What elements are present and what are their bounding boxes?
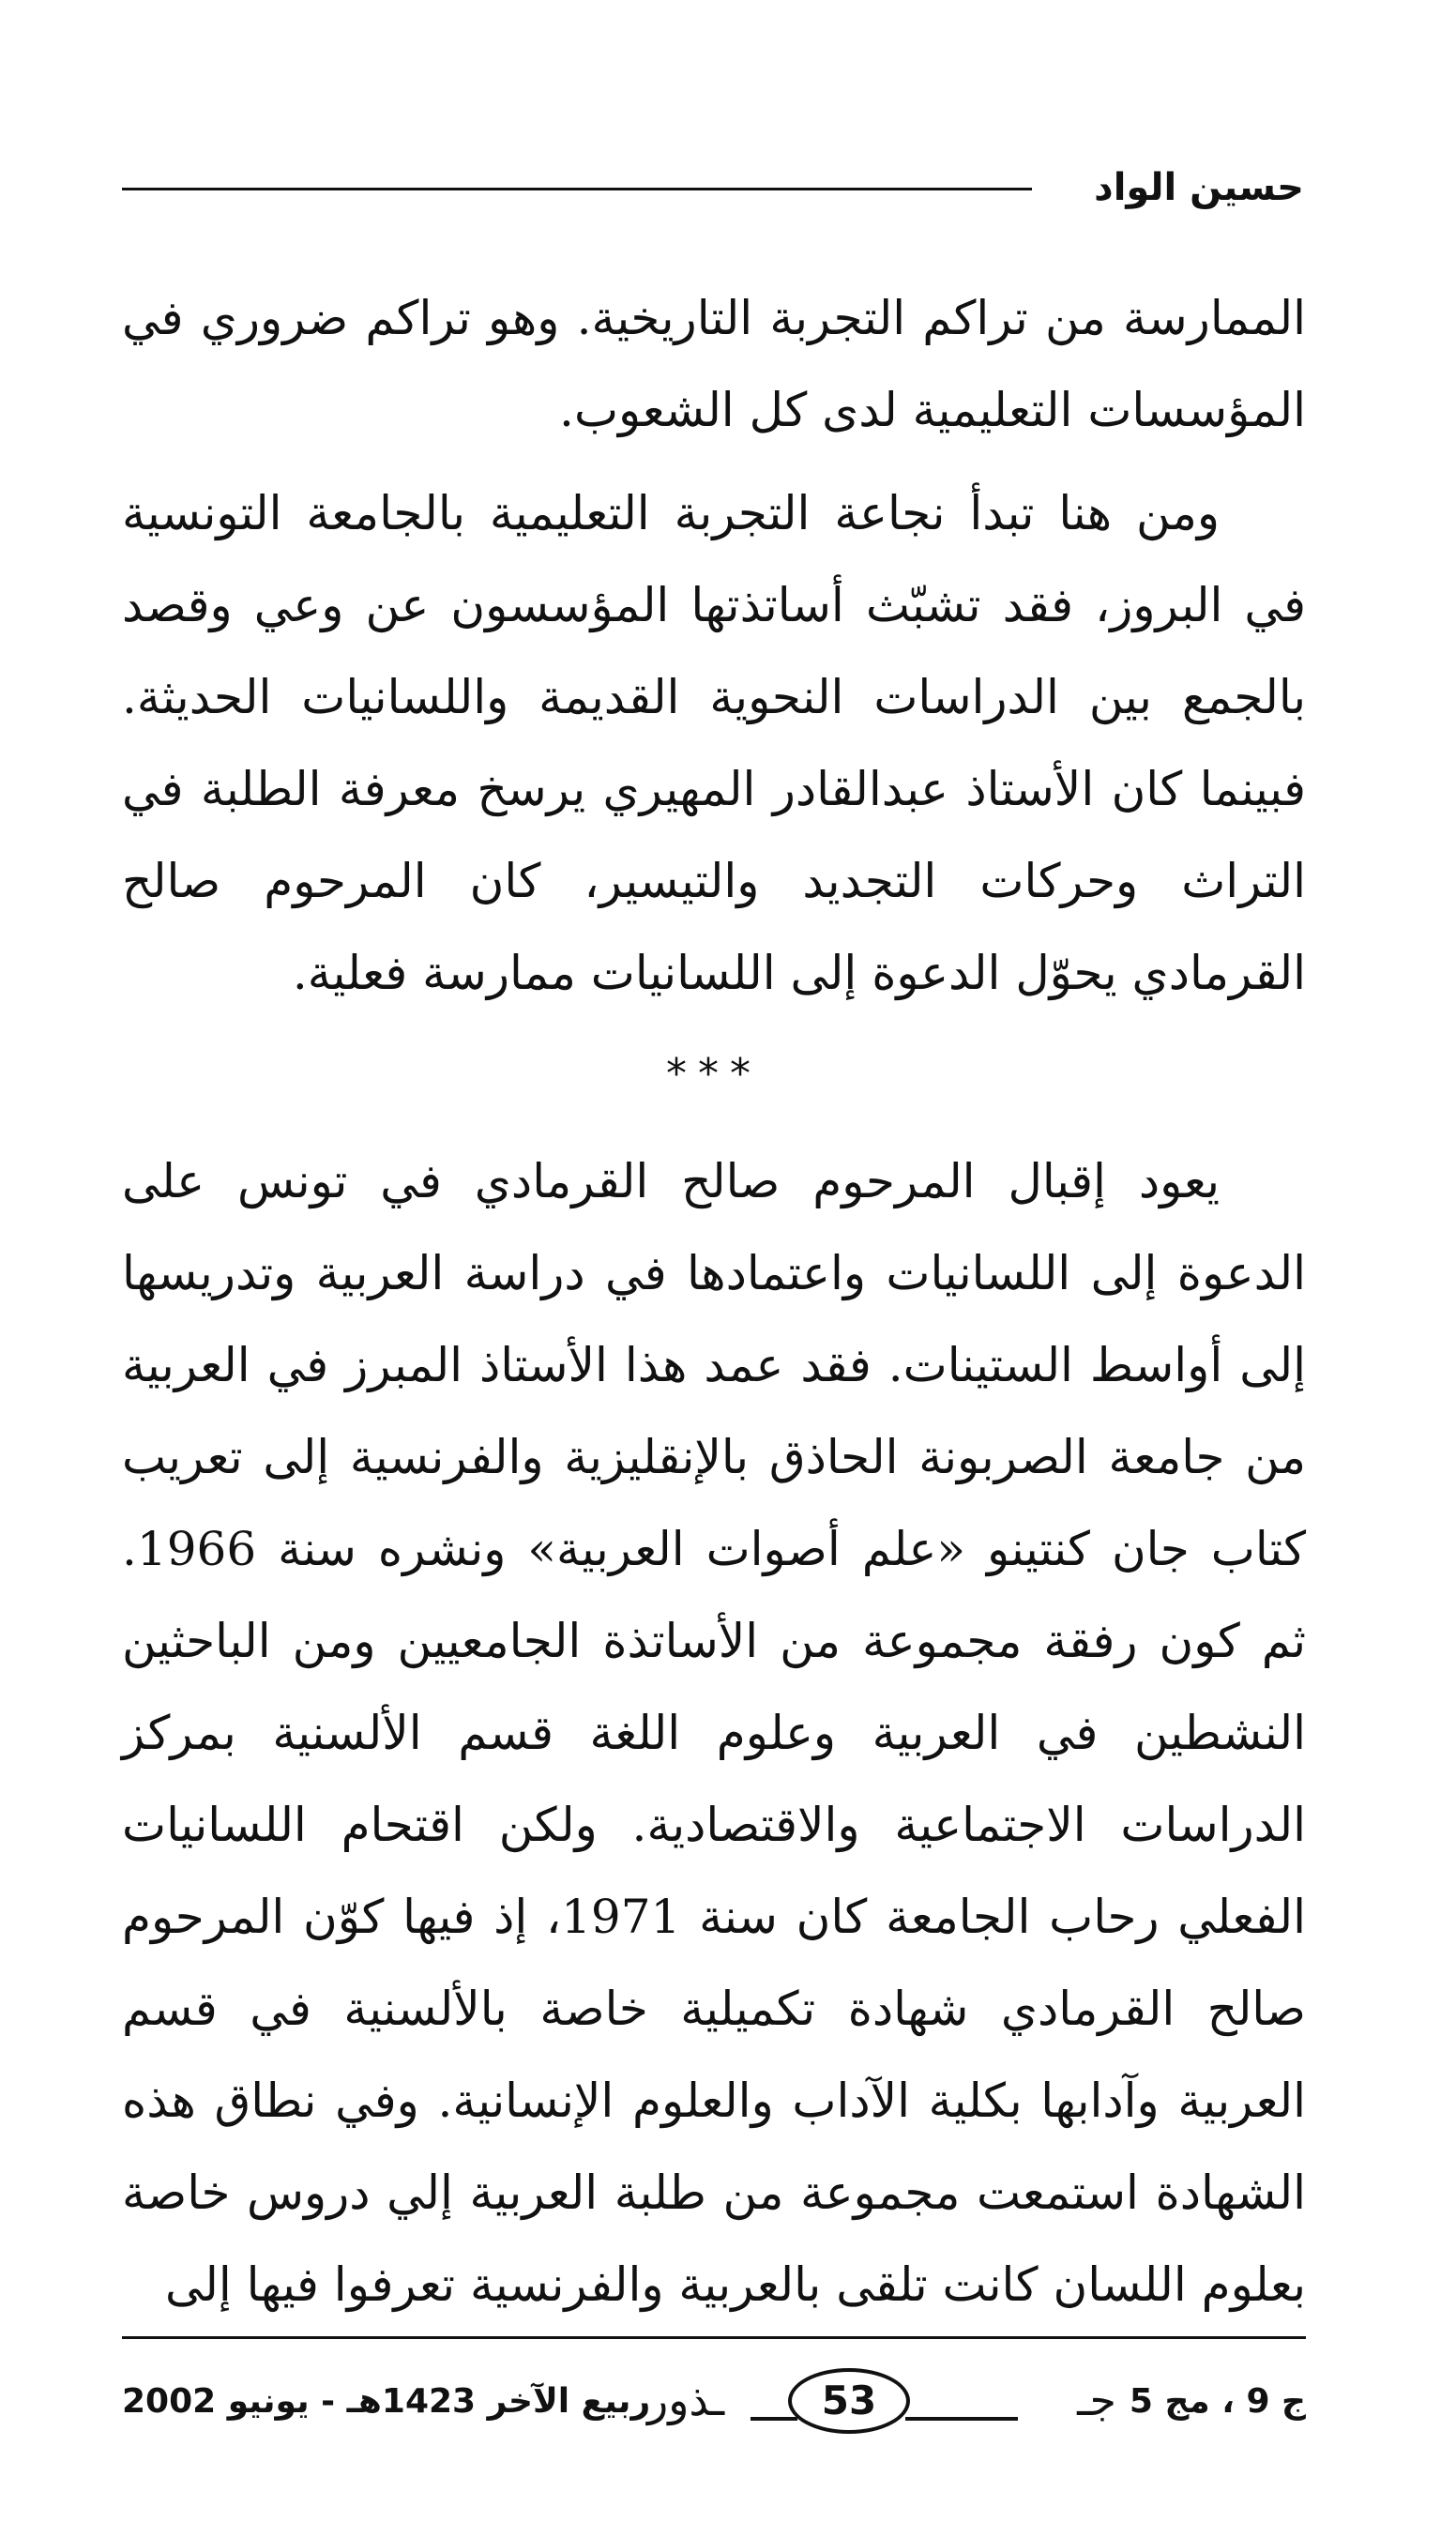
journal-name-right: جـ [1077, 2375, 1116, 2425]
footer-rule [122, 2336, 1306, 2339]
paragraph-1: الممارسة من تراكم التجربة التاريخية. وهو تراكم ضروري في المؤسسات التعليمية لدى كل الشعوب. [122, 291, 1306, 437]
footer-date: ربيع الآخر 1423هـ - يونيو 2002 [122, 2382, 651, 2421]
running-header [122, 155, 1304, 220]
header-author: حسين الواد [1094, 166, 1304, 209]
journal-name-connector-right [905, 2417, 1018, 2421]
paragraph-3: يعود إقبال المرحوم صالح القرمادي في تونس على الدعوة إلى اللسانيات واعتمادها في دراسة العربية وتدريسها إلى أواسط الستينات. فقد عمد هذا الأستاذ المبرز في العربية من جامعة الصربونة الحاذق بالإنقليزية والفرنسية إلى تعريب كتاب جان كنتينو «علم أصوات العربية» ونشره سنة 1966. ثم كون رفقة مجموعة من الأساتذة الجامعيين ومن الباحثين النشطين في العربية وعلوم اللغة قسم الألسنية بمركز الدراسات الاجتماعية والاقتصادية. ولكن اقتحام اللسانيات الفعلي رحاب الجامعة كان سنة 1971، إذ فيها كوّن المرحوم صالح القرمادي شهادة تكميلية خاصة بالألسنية في قسم العربية وآدابها بكلية الآداب والعلوم الإنسانية. وفي نطاق هذه الشهادة استمعت مجموعة من طلبة العربية إلي دروس خاصة بعلوم اللسان كانت تلقى بالعربية والفرنسية تعرفوا فيها إلى [122, 1154, 1306, 2312]
paragraph-2: ومن هنا تبدأ نجاعة التجربة التعليمية بالجامعة التونسية في البروز، فقد تشبّث أساتذتها المؤسسون عن وعي وقصد بالجمع بين الدراسات النحوية القديمة واللسانيات الحديثة. فبينما كان الأستاذ عبدالقادر المهيري يرسخ معرفة الطلبة في التراث وحركات التجديد والتيسير، كان المرحوم صالح القرمادي يحوّل الدعوة إلى اللسانيات ممارسة فعلية. [122, 486, 1306, 1000]
journal-name-connector-left [751, 2417, 797, 2421]
journal-name-left: ـذور [647, 2375, 725, 2425]
running-footer [122, 2364, 1306, 2439]
body-text [122, 272, 1306, 2331]
page-number: 53 [788, 2368, 910, 2434]
section-separator: *** [666, 1050, 762, 1098]
journal-logo [647, 2364, 1116, 2439]
footer-issue: ج 9 ، مج 5 [1129, 2382, 1306, 2421]
header-rule [122, 188, 1032, 190]
